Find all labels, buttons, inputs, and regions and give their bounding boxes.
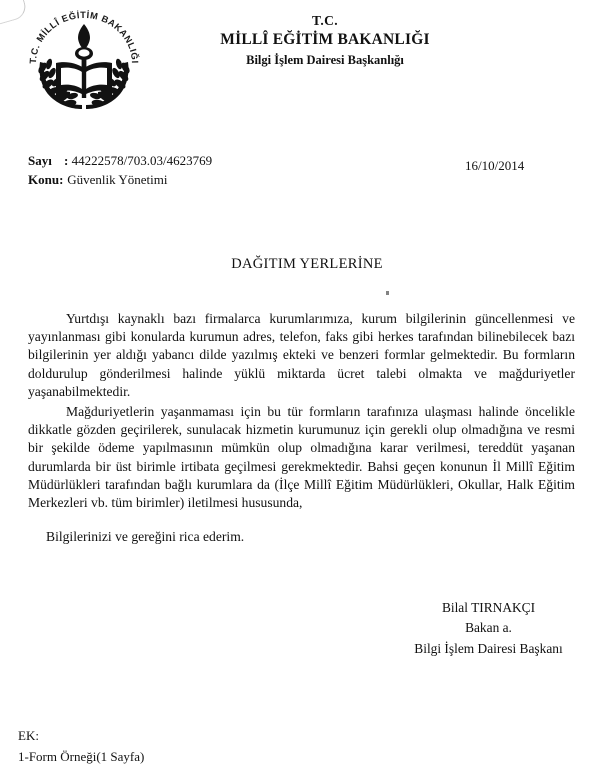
konu-value: Güvenlik Yönetimi [67, 171, 168, 187]
sayi-separator: : [64, 153, 69, 168]
body-closing: Bilgilerinizi ve gereğini rica ederim. [46, 529, 245, 545]
reference-row-sayi [28, 152, 212, 171]
signature-block [386, 598, 591, 659]
signatory-role: Bakan a. [465, 620, 512, 636]
addressee-text: DAĞITIM YERLERİNE [231, 256, 383, 272]
reference-row-konu [28, 171, 212, 190]
letterhead-republic: T.C. [311, 13, 339, 28]
signatory-name: Bilal TIRNAKÇI [441, 600, 536, 615]
meb-seal-emblem [22, 6, 146, 110]
attachments-block [18, 726, 144, 768]
svg-text:T.C. MİLLÎ EĞİTİM BAKANLIĞI: T.C. MİLLÎ EĞİTİM BAKANLIĞI [27, 9, 141, 64]
body-paragraph-2: Mağduriyetlerin yaşanmaması için bu tür formların tarafınıza ulaşması halinde öncelikle dikkatle gözden geçirilerek, sunulacak hizmetin kurumunuz için gerekli olup olmadığına ve resmi bir şekilde ödeme yapılmasının mümkün olup olmadığına karar verilmesi, tereddüt yaşanan durumlarda bir üst birimle irtibata geçilmesi gerekmektedir. Bahsi geçen konunun İl Millî Eğitim Müdürlükleri tarafından bağlı kurumlara da (İlçe Millî Eğitim Müdürlükleri, Okullar, Halk Eğitim Merkezleri vb. tüm birimler) iletilmesi hususunda, [28, 404, 575, 511]
addressee-line [0, 256, 600, 273]
scan-speck-artifact [386, 291, 389, 295]
body-paragraph-1: Yurtdışı kaynaklı bazı firmalarca kurumlarımıza, kurum bilgilerinin güncellenmesi ve yayınlanması gibi konularda kurumun adres, telefon, faks gibi herkes tarafından bilinebilecek bazı bilgilerinin yer aldığı yabancı dilde yazılmış ekteki ve benzeri formlar gelmektedir. Bu formların doldurulup gönderilmesi halinde yüklü miktarda ücret talebi olmakta ve mağduriyetler yaşanabilmektedir. [28, 311, 575, 399]
sayi-label: Sayı [28, 153, 52, 168]
letterhead [160, 12, 490, 68]
attachments-label: EK: [18, 728, 39, 743]
letterhead-department: Bilgi İşlem Dairesi Başkanlığı [246, 53, 404, 68]
signatory-title: Bilgi İşlem Dairesi Başkanı [414, 640, 563, 656]
reference-block [28, 152, 212, 190]
document-body [28, 310, 575, 548]
attachment-item: 1-Form Örneği(1 Sayfa) [18, 748, 145, 764]
konu-label: Konu: [28, 171, 64, 187]
letterhead-ministry: MİLLÎ EĞİTİM BAKANLIĞI [220, 31, 430, 49]
document-date: 16/10/2014 [465, 158, 525, 173]
sayi-value: 44222578/703.03/4623769 [71, 153, 213, 168]
